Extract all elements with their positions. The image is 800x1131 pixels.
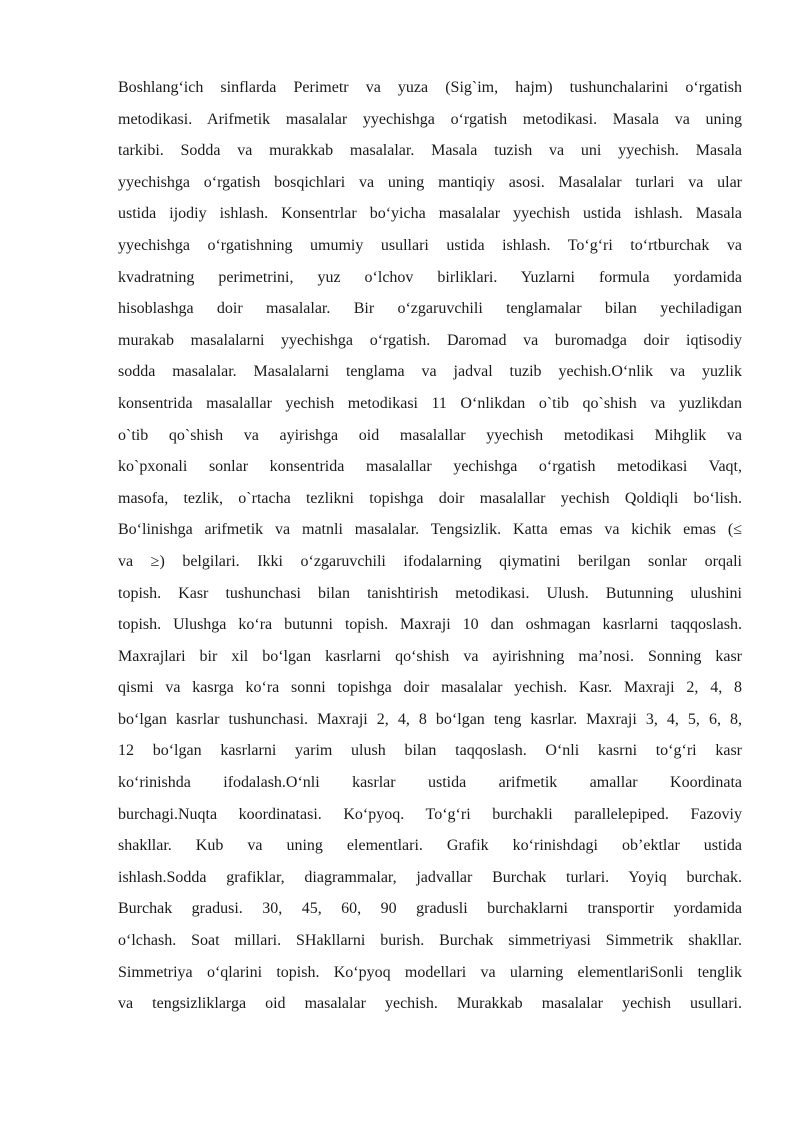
paragraph-line: va ≥) belgilari. Ikki o‘zgaruvchili ifodalarning qiymatini berilgan sonlar orqali <box>118 552 742 570</box>
paragraph-line: Boshlang‘ich sinflarda Perimetr va yuza (Sig`im, hajm) tushunchalarini o‘rgatish <box>118 79 742 96</box>
paragraph-line: tarkibi. Sodda va murakkab masalalar. Masala tuzish va uni yyechish. Masala <box>118 142 742 160</box>
paragraph-line: ustida ijodiy ishlash. Konsentrlar bo‘yicha masalalar yyechish ustida ishlash. Masala <box>118 205 742 223</box>
paragraph-line: murakab masalalarni yyechishga o‘rgatish. Daromad va buromadga doir iqtisodiy <box>118 331 742 349</box>
paragraph-line: ko`pxonali sonlar konsentrida masalallar yechishga o‘rgatish metodikasi Vaqt, <box>118 458 742 476</box>
paragraph-line: shakllar. Kub va uning elementlari. Grafik ko‘rinishdagi ob’ektlar ustida <box>118 837 742 855</box>
paragraph-line: o‘lchash. Soat millari. SHakllarni burish. Burchak simmetriyasi Simmetrik shakllar. <box>118 932 742 950</box>
paragraph-line: hisoblashga doir masalalar. Bir o‘zgaruvchili tenglamalar bilan yechiladigan <box>118 300 742 318</box>
paragraph-line: burchagi.Nuqta koordinatasi. Ko‘pyoq. To‘g‘ri burchakli parallelepiped. Fazoviy <box>118 805 742 823</box>
paragraph-line: Simmetriya o‘qlarini topish. Ko‘pyoq modellari va ularning elementlariSonli tenglik <box>118 963 742 981</box>
paragraph-line: 12 bo‘lgan kasrlarni yarim ulush bilan taqqoslash. O‘nli kasrni to‘g‘ri kasr <box>118 742 742 760</box>
paragraph-line: bo‘lgan kasrlar tushunchasi. Maxraji 2, 4, 8 bo‘lgan teng kasrlar. Maxraji 3, 4, 5, 6, 8, <box>118 710 742 728</box>
paragraph-line: yyechishga o‘rgatish bosqichlari va uning mantiqiy asosi. Masalalar turlari va ular <box>118 173 742 191</box>
paragraph-line: sodda masalalar. Masalalarni tenglama va jadval tuzib yechish.O‘nlik va yuzlik <box>118 363 742 381</box>
paragraph-line: topish. Ulushga ko‘ra butunni topish. Maxraji 10 dan oshmagan kasrlarni taqqoslash. <box>118 616 742 634</box>
paragraph-line: qismi va kasrga ko‘ra sonni topishga doir masalalar yechish. Kasr. Maxraji 2, 4, 8 <box>118 679 742 697</box>
paragraph-line: konsentrida masalallar yechish metodikasi 11 O‘nlikdan o`tib qo`shish va yuzlikdan <box>118 394 742 412</box>
paragraph-line: ishlash.Sodda grafiklar, diagrammalar, jadvallar Burchak turlari. Yoyiq burchak. <box>118 868 742 886</box>
paragraph-line: Bo‘linishga arifmetik va matnli masalalar. Tengsizlik. Katta emas va kichik emas (≤ <box>118 521 742 539</box>
paragraph-line: yyechishga o‘rgatishning umumiy usullari ustida ishlash. To‘g‘ri to‘rtburchak va <box>118 236 742 254</box>
paragraph-line: o`tib qo`shish va ayirishga oid masalallar yyechish metodikasi Mihglik va <box>118 426 742 444</box>
paragraph-line: masofa, tezlik, o`rtacha tezlikni topishga doir masalallar yechish Qoldiqli bo‘lish. <box>118 489 742 507</box>
paragraph-line: va tengsizliklarga oid masalalar yechish. Murakkab masalalar yechish usullari. <box>118 995 742 1013</box>
body-paragraph <box>118 72 742 1020</box>
paragraph-line: metodikasi. Arifmetik masalalar yyechishga o‘rgatish metodikasi. Masala va uning <box>118 110 742 128</box>
paragraph-line: Maxrajlari bir xil bo‘lgan kasrlarni qo‘shish va ayirishning ma’nosi. Sonning kasr <box>118 647 742 665</box>
paragraph-line: Burchak gradusi. 30, 45, 60, 90 gradusli burchaklarni transportir yordamida <box>118 900 742 918</box>
paragraph-line: topish. Kasr tushunchasi bilan tanishtirish metodikasi. Ulush. Butunning ulushini <box>118 584 742 602</box>
paragraph-line: kvadratning perimetrini, yuz o‘lchov birliklari. Yuzlarni formula yordamida <box>118 268 742 286</box>
paragraph-line: ko‘rinishda ifodalash.O‘nli kasrlar ustida arifmetik amallar Koordinata <box>118 774 742 792</box>
